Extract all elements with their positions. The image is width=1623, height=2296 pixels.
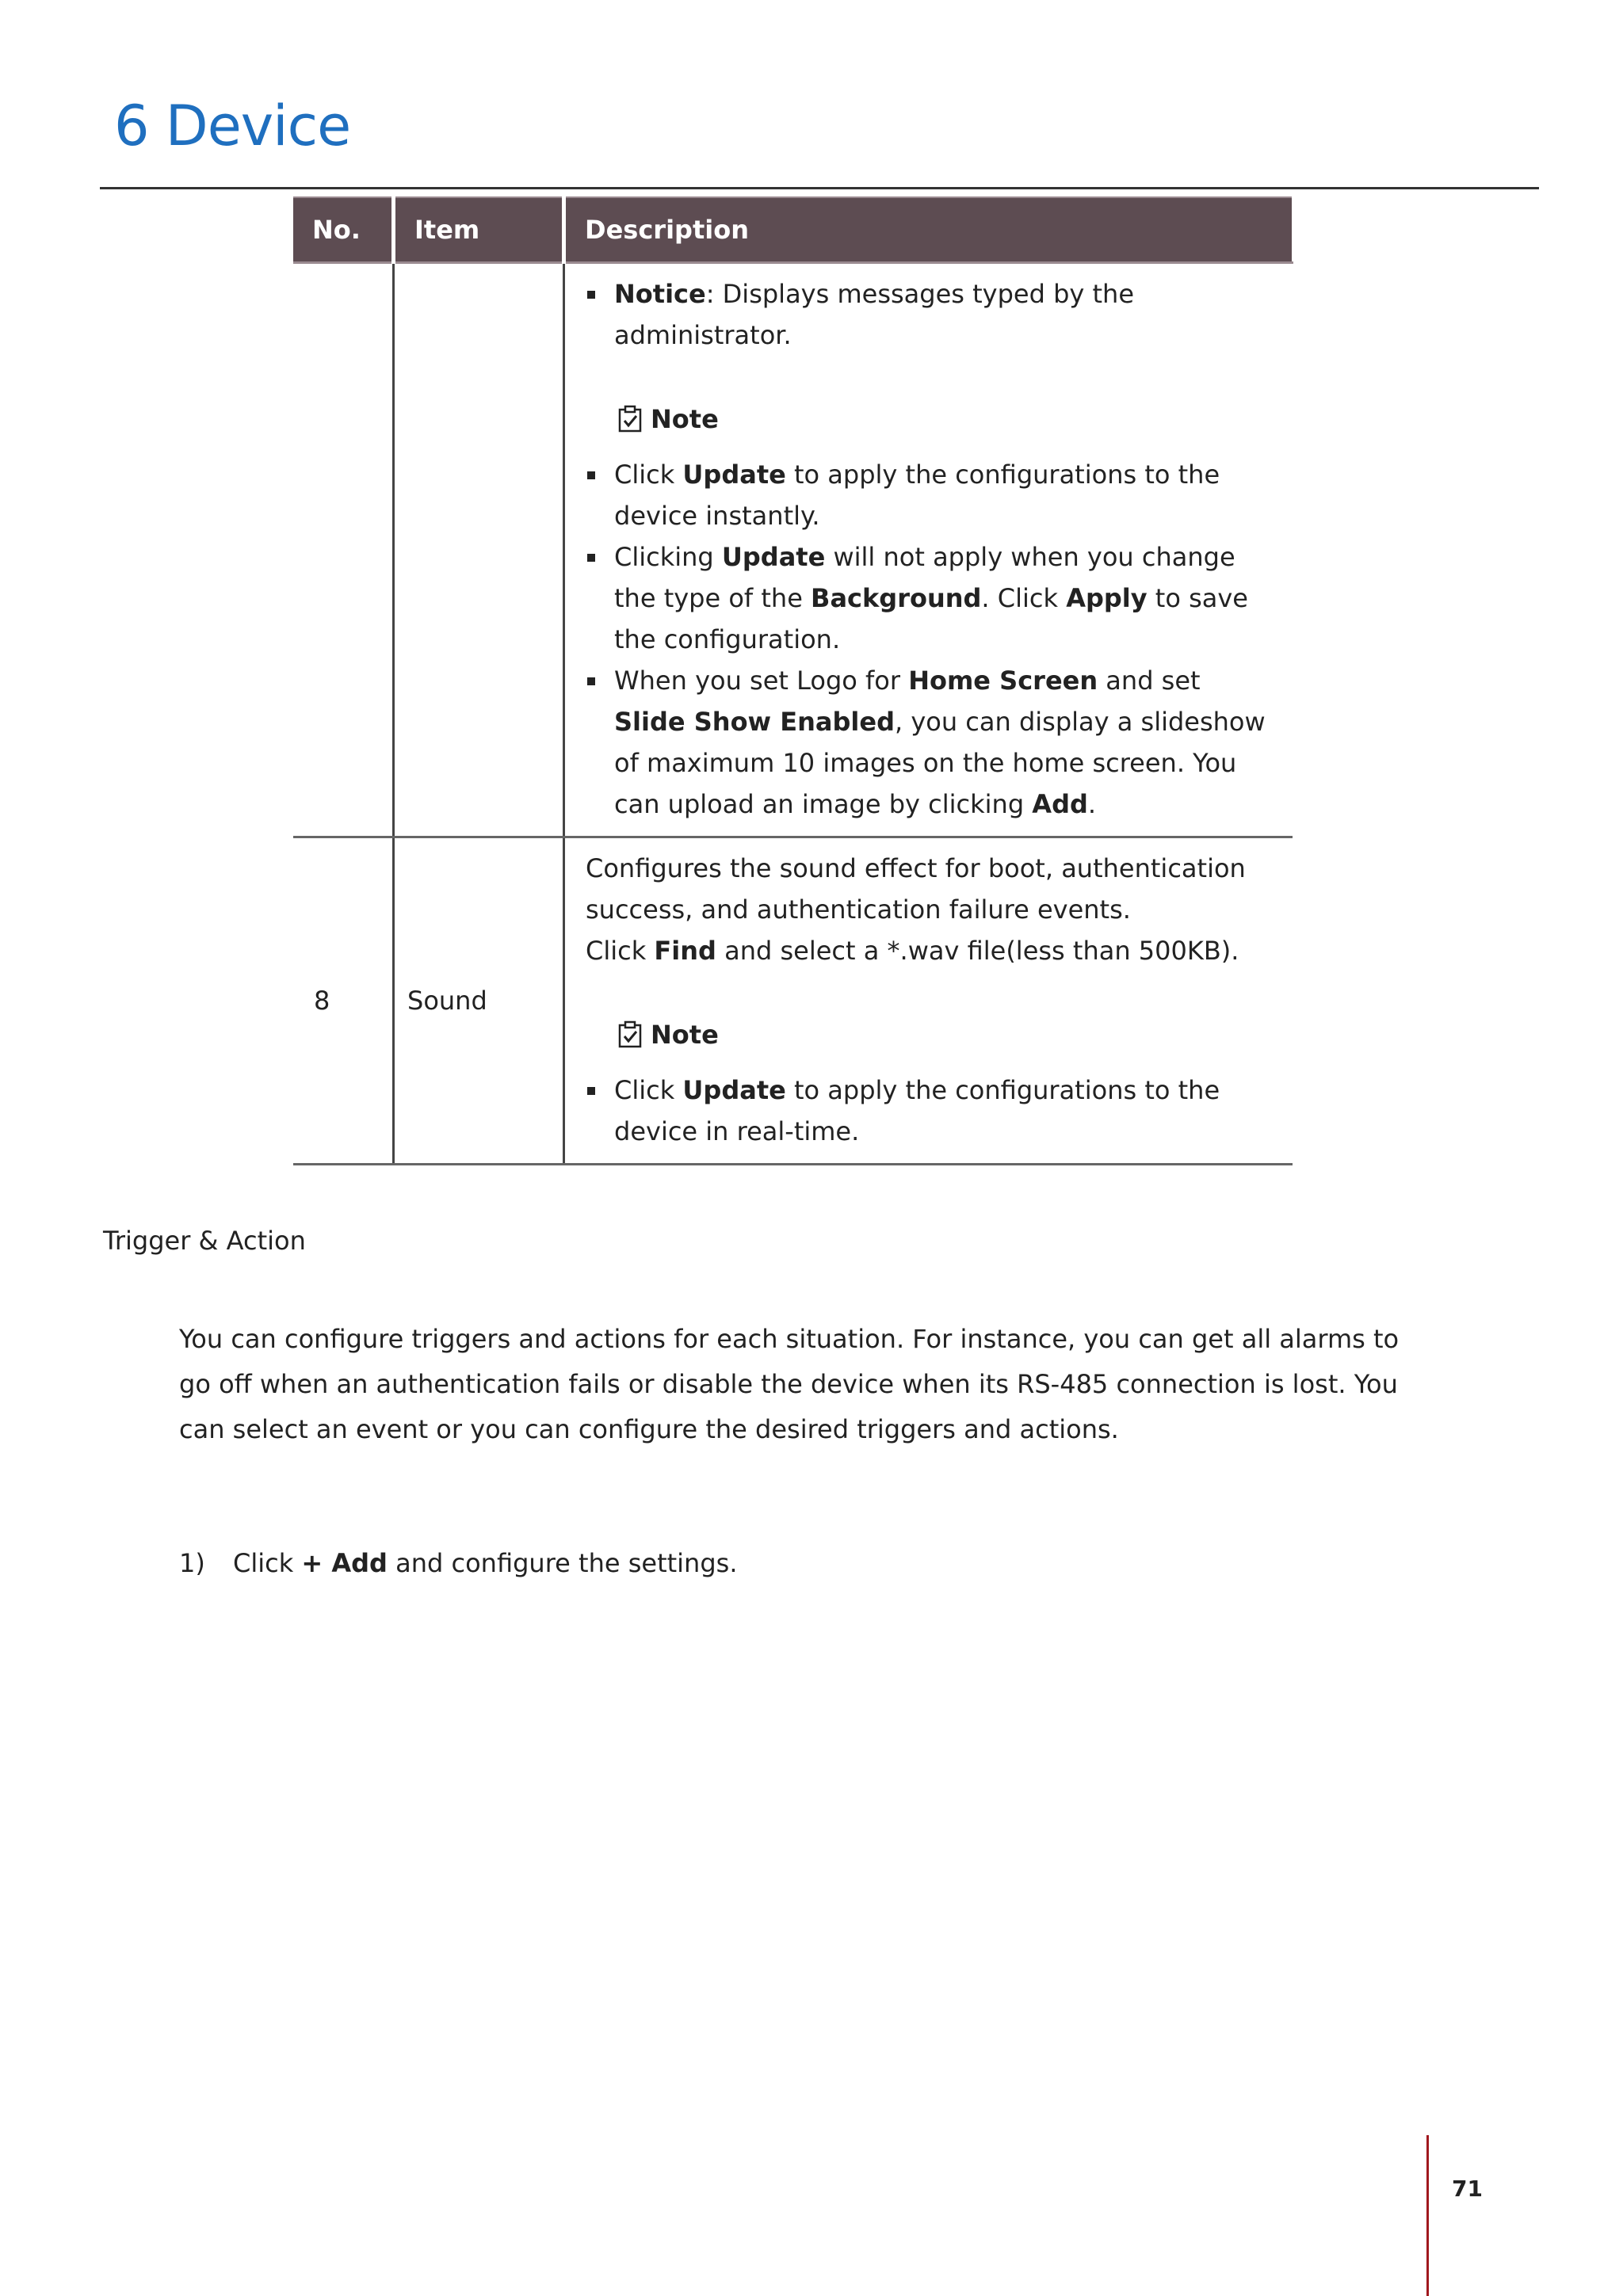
note-text: Click (614, 1075, 683, 1105)
note-bold: Apply (1066, 583, 1148, 613)
list-item (586, 660, 1277, 825)
page-marker-bar (1426, 2135, 1429, 2296)
note-text: to apply the configurations to the device in real-time. (614, 1075, 1220, 1146)
header-item: Item (394, 197, 564, 263)
note-label: Note (651, 1020, 719, 1050)
square-bullet-icon (587, 554, 595, 562)
step-1 (179, 1541, 737, 1586)
note-text: . Click (981, 583, 1067, 613)
note-text: to save the configuration. (614, 583, 1248, 654)
list-item (586, 536, 1277, 660)
table-row (293, 263, 1293, 837)
note-text: to apply the configurations to the device instantly. (614, 460, 1220, 531)
sound-description: Configures the sound effect for boot, authentication success, and authentication failure events. (586, 853, 1246, 925)
row-description (564, 263, 1293, 837)
note-text: Clicking (614, 542, 722, 572)
note-bold: Update (682, 460, 786, 490)
step-text: Click (233, 1548, 302, 1578)
step-text: and configure the settings. (387, 1548, 738, 1578)
note-text: . (1087, 789, 1097, 819)
square-bullet-icon (587, 291, 595, 299)
notice-term: Notice (614, 279, 706, 309)
header-no: No. (293, 197, 394, 263)
table-header-row (293, 197, 1293, 263)
list-item (586, 1070, 1277, 1152)
sound-find-instruction (586, 930, 1277, 971)
note-text: , you can display a slideshow of maximum 10 images on the home screen. You can upload an image by clicking (614, 707, 1266, 819)
instruction-text: Click (586, 936, 655, 966)
note-bold: Background (811, 583, 982, 613)
note-bold: Home Screen (908, 666, 1098, 696)
section-paragraph: You can configure triggers and actions for each situation. For instance, you can get all alarms to go off when an authentication fails or disable the device when its RS-485 connection is lost. You can select an event or you can configure the desired triggers and actions. (179, 1324, 1400, 1444)
notice-text: : Displays messages typed by the administrator. (614, 279, 1135, 350)
chapter-title: 6 Device (114, 93, 351, 158)
note-list (586, 454, 1277, 825)
notice-list (586, 273, 1277, 356)
note-text: When you set Logo for (614, 666, 909, 696)
list-item (586, 454, 1277, 536)
note-header (617, 1014, 1277, 1055)
note-list (586, 1070, 1277, 1152)
note-bold: Update (682, 1075, 786, 1105)
page-number: 71 (1452, 2176, 1483, 2202)
note-checklist-icon (617, 1020, 644, 1049)
note-label: Note (651, 404, 719, 434)
note-text: and set (1098, 666, 1201, 696)
row-no (293, 263, 394, 837)
square-bullet-icon (587, 1087, 595, 1095)
note-text: Click (614, 460, 683, 490)
row-description (564, 837, 1293, 1165)
header-description: Description (564, 197, 1293, 263)
note-text: will not apply when you change the type of the (614, 542, 1235, 613)
note-bold: Slide Show Enabled (614, 707, 895, 737)
add-button-label: + Add (301, 1548, 388, 1578)
note-bold: Add (1032, 789, 1088, 819)
row-item: Sound (394, 837, 564, 1165)
spec-table (293, 196, 1293, 1165)
title-divider (100, 187, 1539, 189)
instruction-text: and select a *.wav file(less than 500KB). (716, 936, 1239, 966)
step-number: 1) (179, 1548, 205, 1578)
square-bullet-icon (587, 677, 595, 685)
note-header (617, 399, 1277, 440)
note-checklist-icon (617, 405, 644, 433)
row-item (394, 263, 564, 837)
table-row (293, 837, 1293, 1165)
section-heading: Trigger & Action (103, 1226, 306, 1256)
instruction-bold: Find (654, 936, 716, 966)
note-bold: Update (721, 542, 826, 572)
list-item (586, 273, 1277, 356)
row-no: 8 (293, 837, 394, 1165)
square-bullet-icon (587, 471, 595, 479)
